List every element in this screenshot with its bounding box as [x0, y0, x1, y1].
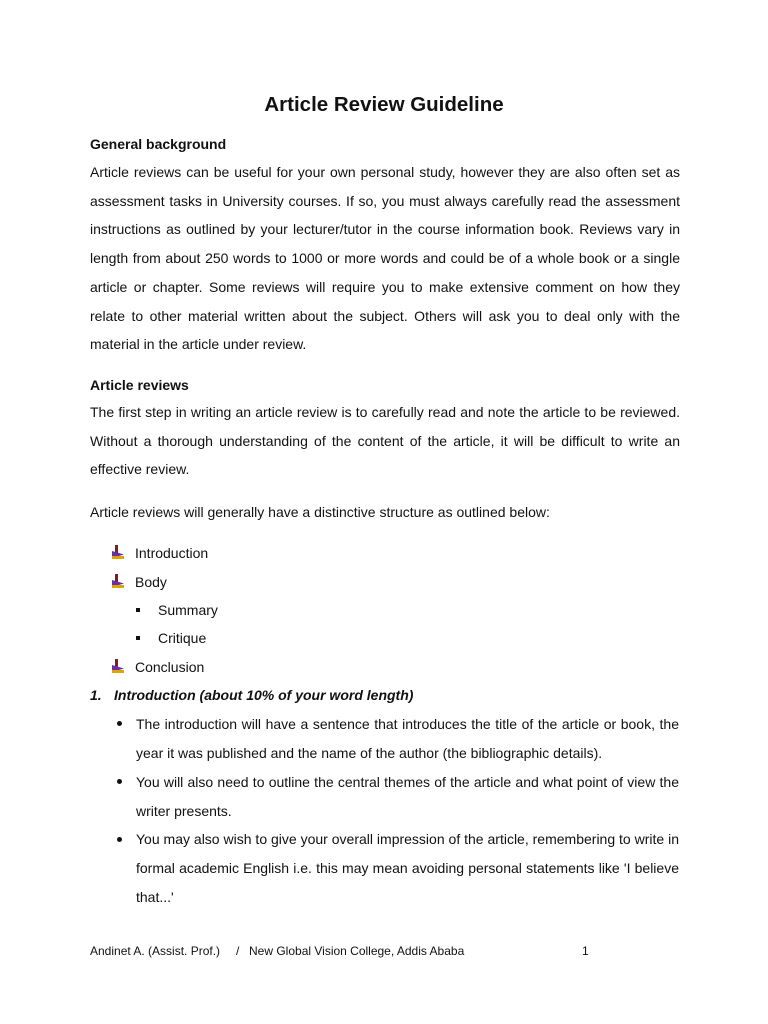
- footer-page-number: 1: [582, 944, 589, 958]
- structure-item-label: Introduction: [135, 545, 209, 561]
- section-heading-general-background: General background: [90, 136, 227, 152]
- structure-subitem-label: Critique: [158, 630, 207, 646]
- section-heading-article-reviews: Article reviews: [90, 377, 189, 393]
- footer-separator: /: [236, 944, 240, 958]
- bullet-dot-icon: [117, 837, 122, 842]
- footer-institution: New Global Vision College, Addis Ababa: [249, 944, 465, 958]
- paragraph-general-background: Article reviews can be useful for your own personal study, however they are also often set as assessment tasks in University courses. If so, you must always carefully read the assessment instructions as outlined by your lecturer/tutor in the course information book. Reviews vary in length from about 250 words to 1000 or more words and could be of a whole book or a single article or chapter. Some reviews will require you to make extensive comment on how they relate to other material written about the subject. Others will ask you to deal only with the material in the article under review.: [90, 164, 680, 353]
- structure-item-label: Conclusion: [135, 659, 205, 675]
- structure-item-label: Body: [135, 574, 167, 590]
- square-bullet-icon: [136, 636, 140, 640]
- footer-author: Andinet A. (Assist. Prof.): [90, 944, 221, 958]
- structure-intro-text: Article reviews will generally have a distinctive structure as outlined below:: [90, 504, 550, 520]
- document-title: Article Review Guideline: [264, 93, 504, 116]
- arrow-bullet-icon: [112, 574, 124, 592]
- structure-subitem-label: Summary: [158, 602, 218, 618]
- square-bullet-icon: [136, 608, 140, 612]
- intro-bullet-1: The introduction will have a sentence that introduces the title of the article or book, the year it was published and the name of the author (the bibliographic details).: [136, 716, 679, 761]
- arrow-bullet-icon: [112, 659, 124, 677]
- arrow-bullet-icon: [112, 545, 124, 563]
- intro-bullet-2: You will also need to outline the central themes of the article and what point of view the writer presents.: [136, 774, 679, 819]
- intro-bullet-3: You may also wish to give your overall impression of the article, remembering to write in formal academic English i.e. this may mean avoiding personal statements like 'I believe that...': [136, 831, 679, 905]
- bullet-dot-icon: [117, 721, 122, 726]
- heading-number: 1.: [90, 687, 102, 703]
- paragraph-article-reviews: The first step in writing an article review is to carefully read and note the article to be reviewed. Without a thorough understanding of the content of the article, it will be difficult to write an effective review.: [90, 404, 680, 478]
- bullet-dot-icon: [117, 779, 122, 784]
- heading-text: Introduction (about 10% of your word length): [114, 687, 414, 703]
